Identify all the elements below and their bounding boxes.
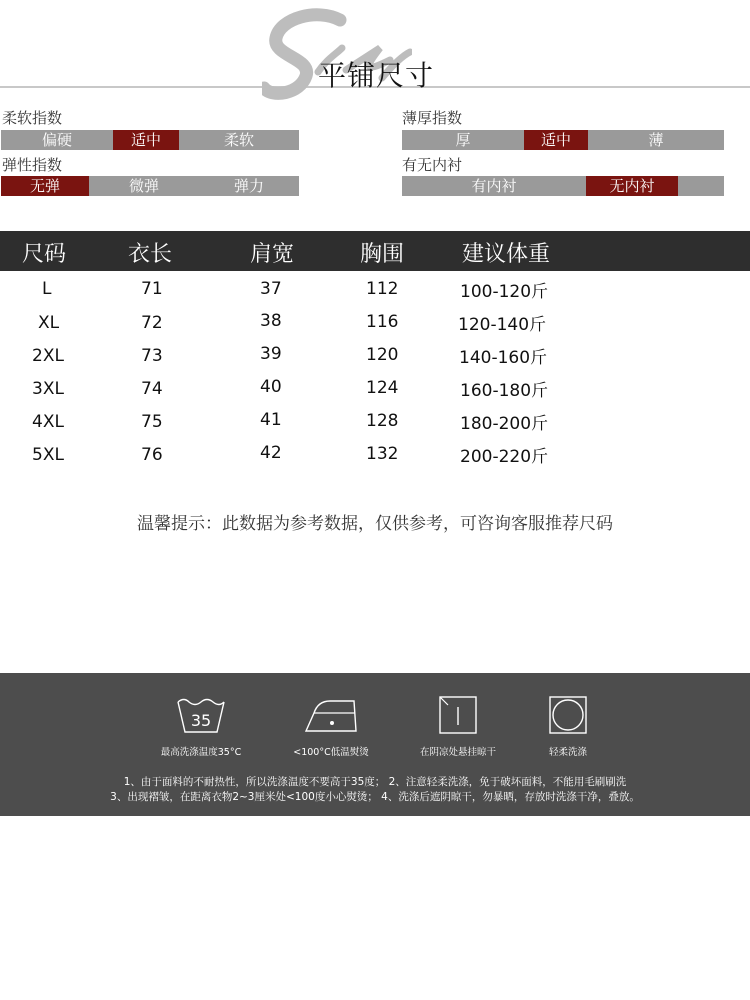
care-label-dry: 在阴凉处悬挂晾干 <box>419 747 496 758</box>
header-size: 尺码 <box>22 242 67 267</box>
cell-chest: 120 <box>366 345 399 365</box>
cell-weight: 120-140斤 <box>458 315 547 335</box>
lining-index-bar <box>402 176 724 196</box>
cell-chest: 116 <box>366 312 399 332</box>
cell-length: 73 <box>141 346 163 366</box>
size-tip-text: 温馨提示：此数据为参考数据，仅供参考，可咨询客服推荐尺码 <box>137 514 613 534</box>
cell-size: L <box>42 279 52 299</box>
softness-option-soft: 柔软 <box>179 130 299 150</box>
elasticity-index-label: 弹性指数 <box>2 156 63 174</box>
cell-length: 76 <box>141 445 163 465</box>
cell-length: 75 <box>141 412 163 432</box>
care-label-gentle: 轻柔洗涤 <box>548 747 587 758</box>
cell-length: 71 <box>141 279 163 299</box>
softness-index-bar <box>1 130 299 150</box>
care-item-wash <box>141 695 261 758</box>
care-item-gentle <box>508 695 628 758</box>
lining-index-label: 有无内衬 <box>402 156 463 174</box>
header-weight: 建议体重 <box>462 242 551 267</box>
care-instructions-panel <box>0 673 750 816</box>
softness-option-medium: 适中 <box>113 130 179 150</box>
header-chest: 胸围 <box>360 242 405 267</box>
care-item-iron <box>271 695 391 758</box>
cell-weight: 140-160斤 <box>459 348 548 368</box>
care-label-wash: 最高洗涤温度35°C <box>160 747 242 758</box>
cell-shoulder: 38 <box>260 311 282 331</box>
cell-length: 72 <box>141 313 163 333</box>
cell-weight: 180-200斤 <box>460 414 549 434</box>
thickness-option-thick: 厚 <box>402 130 524 150</box>
care-label-iron: <100°C低温熨烫 <box>293 747 369 758</box>
care-note-line-2: 3、出现褶皱，在距离衣物2~3厘米处<100度小心熨烫； 4、洗涤后遮阴晾干，勿暴晒，存放时洗涤干净，叠放。 <box>110 791 640 803</box>
size-table-body <box>0 276 750 466</box>
wash-35-icon <box>175 695 227 735</box>
lining-option-lined: 有内衬 <box>402 176 586 196</box>
elasticity-index-bar <box>1 176 299 196</box>
line-dry-shade-icon <box>438 695 478 735</box>
softness-option-hard: 偏硬 <box>1 130 113 150</box>
iron-low-icon <box>302 695 360 735</box>
svg-text:35: 35 <box>190 711 212 730</box>
header-length: 衣长 <box>128 242 173 267</box>
softness-index-label: 柔软指数 <box>2 109 63 127</box>
care-item-dry <box>398 695 518 758</box>
cell-chest: 112 <box>366 279 399 299</box>
cell-size: 3XL <box>32 379 64 399</box>
thickness-index-bar <box>402 130 724 150</box>
cell-length: 74 <box>141 379 163 399</box>
cell-chest: 124 <box>366 378 399 398</box>
cell-weight: 200-220斤 <box>460 447 549 467</box>
cell-chest: 132 <box>366 444 399 464</box>
cell-size: 2XL <box>32 346 64 366</box>
cell-chest: 128 <box>366 411 399 431</box>
cell-weight: 160-180斤 <box>460 381 549 401</box>
cell-size: 4XL <box>32 412 64 432</box>
cell-size: 5XL <box>32 445 64 465</box>
lining-option-unlined: 无内衬 <box>586 176 678 196</box>
cell-shoulder: 37 <box>260 279 282 299</box>
cell-size: XL <box>38 313 60 333</box>
care-note-line-1: 1、由于面料的不耐热性，所以洗涤温度不要高于35度； 2、注意轻柔洗涤，免于破坏面料，不能用毛刷刷洗 <box>123 776 627 788</box>
lining-bar-remainder <box>678 176 724 196</box>
thickness-option-thin: 薄 <box>588 130 724 150</box>
elasticity-option-none: 无弹 <box>1 176 89 196</box>
cell-shoulder: 39 <box>260 344 282 364</box>
thickness-index-label: 薄厚指数 <box>402 109 463 127</box>
elasticity-option-stretch: 弹力 <box>199 176 299 196</box>
cell-shoulder: 41 <box>260 410 282 430</box>
header-shoulder: 肩宽 <box>250 242 295 267</box>
cell-shoulder: 40 <box>260 377 282 397</box>
size-table-header <box>0 231 750 271</box>
thickness-option-medium: 适中 <box>524 130 588 150</box>
page-title: 平铺尺寸 <box>318 59 435 92</box>
cell-shoulder: 42 <box>260 443 282 463</box>
gentle-dry-clean-icon <box>548 695 588 735</box>
elasticity-option-slight: 微弹 <box>89 176 199 196</box>
cell-weight: 100-120斤 <box>460 282 549 302</box>
